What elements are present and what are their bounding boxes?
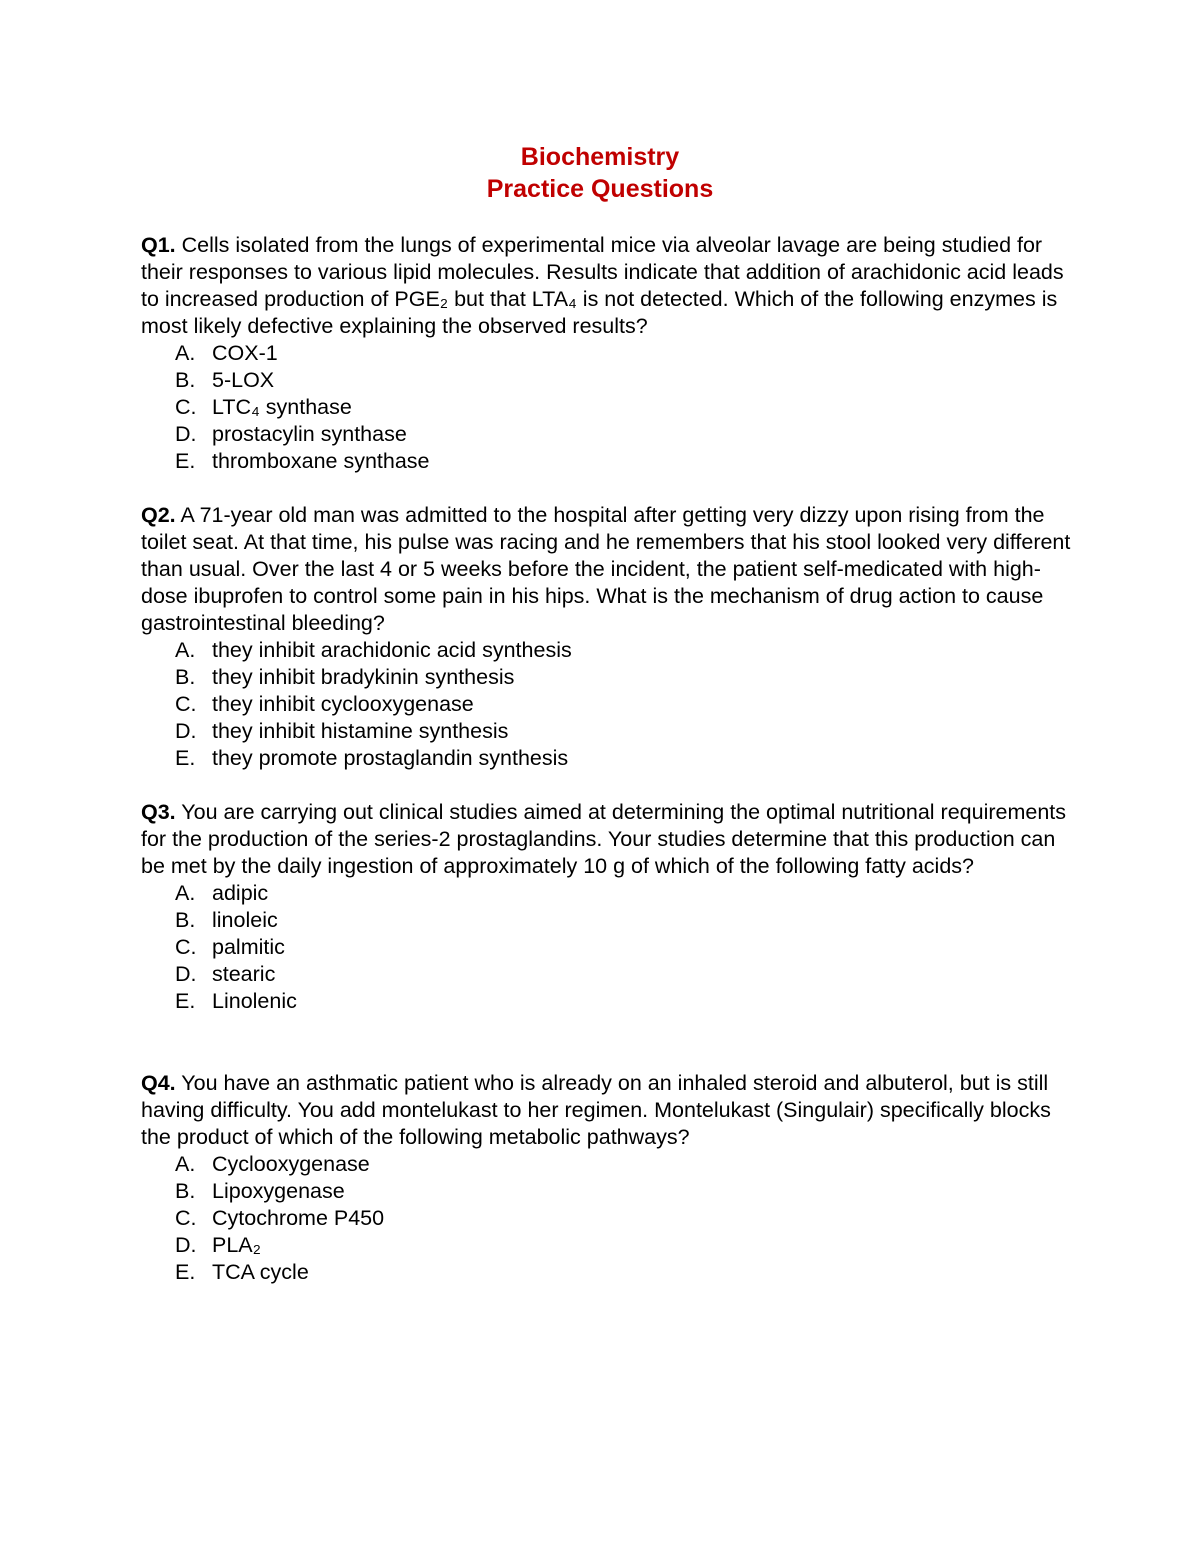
document-subtitle: Practice Questions [486,175,714,203]
question-4 [141,1070,1081,1286]
option-text: Cyclooxygenase [212,1152,370,1176]
option-letter: A. [175,881,196,905]
question-body: A 71-year old man was admitted to the hospital after getting very dizzy upon rising from the toilet seat. At that time, his pulse was racing and he remembers that his stool looked very different than usual. Over the last 4 or 5 weeks before the incident, the patient self-medicated with high-dose ibuprofen to control some pain in his hips. What is the mechanism of drug action to cause gastrointestinal bleeding? [141,503,1071,635]
option-letter: B. [175,1179,196,1203]
option-letter: A. [175,341,196,365]
option-text: PLA₂ [212,1233,261,1257]
option-text: adipic [212,881,269,905]
option-letter: C. [175,935,197,959]
option-text: 5-LOX [212,368,275,392]
answer-option [141,1151,1081,1178]
question-2 [141,502,1081,772]
answer-option [141,1205,1081,1232]
option-letter: A. [175,638,196,662]
option-letter: E. [175,746,196,770]
answer-option [141,664,1081,691]
option-text: TCA cycle [212,1260,309,1284]
option-text: Lipoxygenase [212,1179,345,1203]
option-letter: E. [175,449,196,473]
question-text [141,502,1081,637]
answer-options [141,880,1081,1015]
option-letter: A. [175,1152,196,1176]
answer-option [141,448,1081,475]
answer-option [141,1232,1081,1259]
option-letter: D. [175,422,197,446]
option-letter: C. [175,395,197,419]
answer-option [141,961,1081,988]
answer-option [141,988,1081,1015]
option-letter: B. [175,665,196,689]
answer-option [141,880,1081,907]
answer-options [141,340,1081,475]
answer-option [141,1178,1081,1205]
option-text: prostacylin synthase [212,422,407,446]
answer-option [141,421,1081,448]
option-text: they inhibit arachidonic acid synthesis [212,638,572,662]
question-number: Q3. [141,800,176,824]
question-text [141,1070,1081,1151]
answer-option [141,718,1081,745]
question-body: Cells isolated from the lungs of experimental mice via alveolar lavage are being studied for their responses to various lipid molecules. Results indicate that addition of arachidonic acid leads to increased production of PGE₂ but that LTA₄ is not detected. Which of the following enzymes is most likely defective explaining the observed results? [141,233,1064,338]
document-title: Biochemistry [520,143,680,171]
option-letter: D. [175,1233,197,1257]
question-number: Q2. [141,503,176,527]
answer-options [141,637,1081,772]
option-letter: E. [175,989,196,1013]
question-3 [141,799,1081,1015]
option-text: they inhibit histamine synthesis [212,719,509,743]
option-text: COX-1 [212,341,278,365]
option-text: they promote prostaglandin synthesis [212,746,569,770]
answer-option [141,340,1081,367]
option-letter: C. [175,692,197,716]
option-text: Cytochrome P450 [212,1206,385,1230]
option-text: they inhibit bradykinin synthesis [212,665,515,689]
answer-option [141,367,1081,394]
option-text: stearic [212,962,276,986]
option-letter: E. [175,1260,196,1284]
question-text [141,232,1081,340]
answer-option [141,934,1081,961]
option-letter: C. [175,1206,197,1230]
answer-option [141,394,1081,421]
answer-option [141,637,1081,664]
answer-option [141,1259,1081,1286]
answer-option [141,907,1081,934]
option-text: palmitic [212,935,285,959]
option-letter: B. [175,368,196,392]
question-text [141,799,1081,880]
option-text: they inhibit cyclooxygenase [212,692,474,716]
question-1 [141,232,1081,475]
answer-options [141,1151,1081,1286]
question-number: Q1. [141,233,176,257]
option-text: thromboxane synthase [212,449,430,473]
answer-option [141,691,1081,718]
option-text: LTC₄ synthase [212,395,352,419]
question-body: You have an asthmatic patient who is already on an inhaled steroid and albuterol, but is still having difficulty. You add montelukast to her regimen. Montelukast (Singulair) specifically blocks the product of which of the following metabolic pathways? [141,1071,1051,1149]
answer-option [141,745,1081,772]
option-letter: D. [175,719,197,743]
option-letter: B. [175,908,196,932]
option-text: Linolenic [212,989,297,1013]
option-letter: D. [175,962,197,986]
question-number: Q4. [141,1071,176,1095]
option-text: linoleic [212,908,278,932]
question-body: You are carrying out clinical studies aimed at determining the optimal nutritional requirements for the production of the series-2 prostaglandins. Your studies determine that this production can be met by the daily ingestion of approximately 10 g of which of the following fatty acids? [141,800,1067,878]
